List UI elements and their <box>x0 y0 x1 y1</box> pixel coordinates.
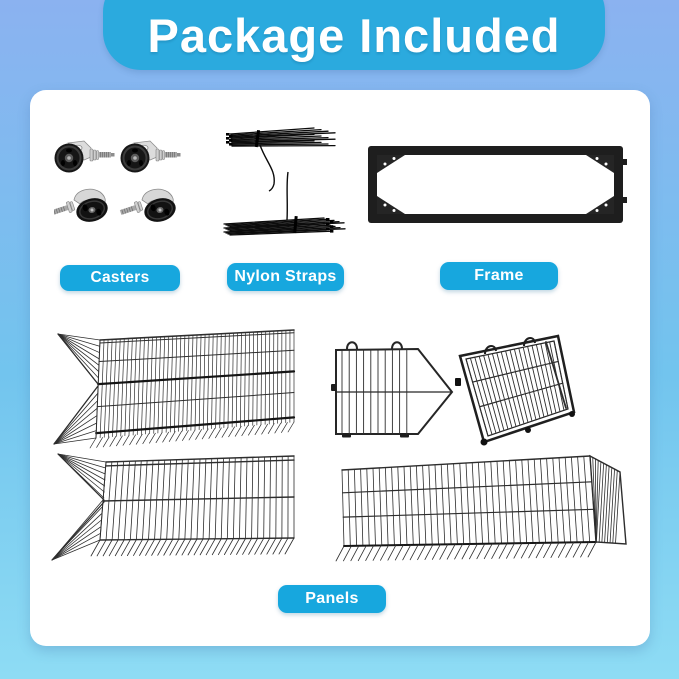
label-nylon-straps <box>227 263 344 291</box>
frame-image <box>365 141 633 229</box>
label-panels-text: Panels <box>305 590 359 607</box>
panel-pentagon-image <box>330 334 458 438</box>
label-panels <box>278 585 386 613</box>
casters-image <box>54 140 182 226</box>
folded-crate-image <box>450 326 582 450</box>
panel-bottom-right-image <box>330 448 630 570</box>
label-nylon-straps-text: Nylon Straps <box>234 268 337 285</box>
panel-bottom-left-image <box>48 448 300 570</box>
label-casters-text: Casters <box>90 269 150 286</box>
nylon-straps-image <box>222 124 360 244</box>
page-title: Package Included <box>147 9 561 62</box>
label-frame <box>440 262 558 290</box>
panel-top-left-image <box>48 326 300 450</box>
title-banner <box>103 0 605 70</box>
label-frame-text: Frame <box>474 267 524 284</box>
label-casters <box>60 265 180 291</box>
